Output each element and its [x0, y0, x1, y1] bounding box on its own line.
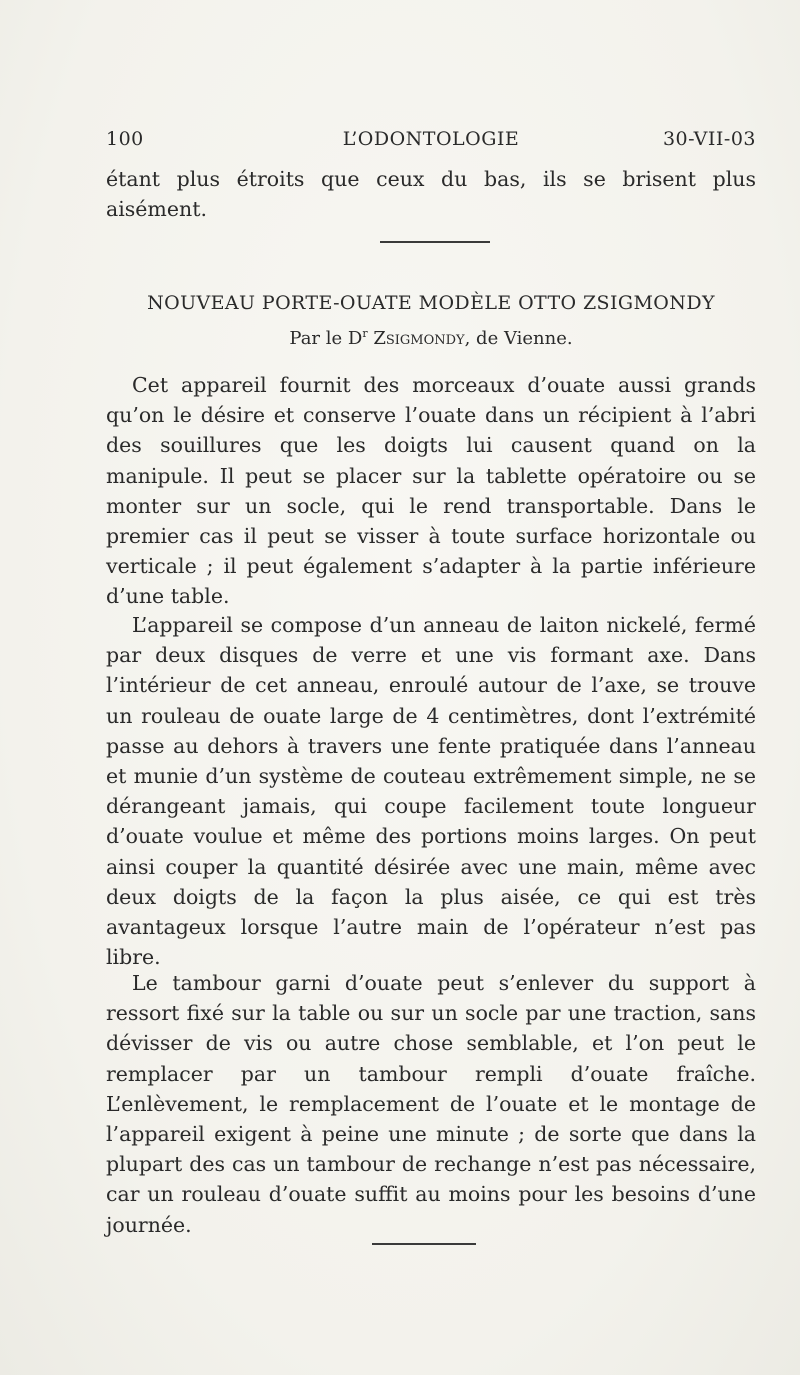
article-title: NOUVEAU PORTE-OUATE MODÈLE OTTO ZSIGMONDY	[147, 292, 715, 314]
byline-suffix: , de Vienne.	[464, 328, 573, 349]
section-divider	[380, 241, 490, 243]
byline-author: Zsigmondy	[373, 328, 465, 349]
byline-superscript: r	[362, 327, 368, 340]
article-paragraph: L’appareil se compose d’un anneau de laiton nickelé, fermé par deux disques de verre et une vis formant axe. Dans l’intérieur de cet anneau, enroulé autour de l’axe, se trouve un rouleau de ouate large de 4 centimètres, dont l’extrémité passe au dehors à travers une fente pratiquée dans l’anneau et munie d’un système de couteau extrêmement simple, ne se dérangeant jamais, qui coupe facilement toute longueur d’ouate voulue et même des portions moins larges. On peut ainsi couper la quantité désirée avec une main, même avec deux doigts de la façon la plus aisée, ce qui est très avantageux lorsque l’autre main de l’opérateur n’est pas libre.	[106, 613, 756, 970]
article-byline	[106, 327, 756, 349]
article-paragraph: Le tambour garni d’ouate peut s’enlever du support à ressort fixé sur la table ou sur un socle par une traction, sans dévisser de vis ou autre chose semblable, et l’on peut le remplacer par un tambour rempli d’ouate fraîche. L’enlèvement, le remplacement de l’ouate et le montage de l’appareil exigent à peine une minute ; de sorte que dans la plupart des cas un tambour de rechange n’est pas nécessaire, car un rouleau d’ouate suffit au moins pour les besoins d’une journée.	[106, 971, 756, 1237]
journal-title: L’ODONTOLOGIE	[342, 128, 520, 150]
running-header	[106, 128, 756, 158]
byline-prefix: Par le D	[289, 328, 363, 349]
continuation-paragraph: étant plus étroits que ceux du bas, ils se brisent plus aisément.	[106, 167, 756, 222]
article-paragraph: Cet appareil fournit des morceaux d’ouate aussi grands qu’on le désire et conserve l’ouate dans un récipient à l’abri des souillures que les doigts lui causent quand on la manipule. Il peut se placer sur la tablette opératoire ou se monter sur un socle, qui le rend transportable. Dans le premier cas il peut se visser à toute surface horizontale ou verticale ; il peut également s’adapter à la partie inférieure d’une table.	[106, 373, 756, 609]
end-divider	[372, 1243, 476, 1245]
page-number: 100	[106, 128, 144, 150]
issue-date: 30-VII-03	[662, 128, 756, 150]
